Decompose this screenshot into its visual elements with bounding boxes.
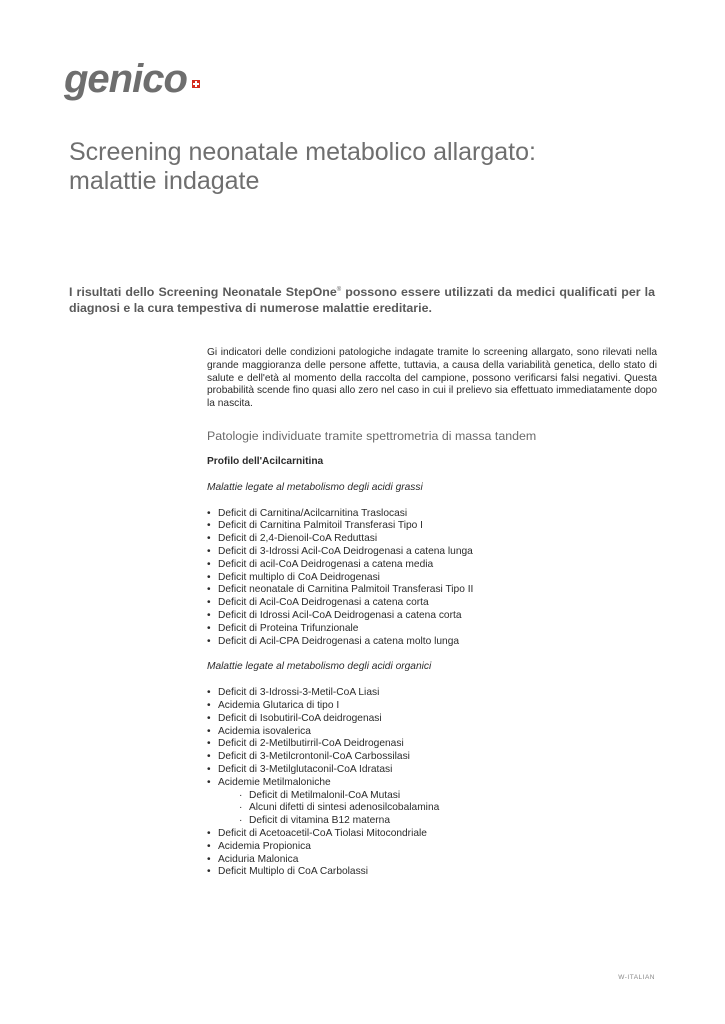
title-line-2: malattie indagate (69, 167, 260, 195)
sub-list-item: · Deficit di Metilmalonil-CoA Mutasi (218, 790, 657, 803)
list-item-label: Acidemie Metilmaloniche (218, 776, 331, 788)
fatty-acids-heading: Malattie legate al metabolismo degli acidi grassi (207, 481, 423, 493)
list-item: • Acidemia Propionica (207, 841, 657, 854)
list-item: • Deficit di 2-Metilbutirril-CoA Deidrogenasi (207, 738, 657, 751)
title-line-1: Screening neonatale metabolico allargato: (69, 138, 536, 166)
logo-wordmark: genico (64, 57, 187, 101)
fatty-acids-list (207, 508, 657, 649)
document-code: W-ITALIAN (618, 974, 655, 981)
list-item: • Deficit di Acil-CPA Deidrogenasi a catena molto lunga (207, 636, 657, 649)
list-item (207, 777, 657, 828)
organic-acids-list (207, 687, 657, 879)
list-item: • Deficit neonatale di Carnitina Palmitoil Transferasi Tipo II (207, 584, 657, 597)
list-item: • Acidemia isovalerica (207, 726, 657, 739)
list-item: • Deficit di 3-Idrossi Acil-CoA Deidrogenasi a catena lunga (207, 546, 657, 559)
list-item: • Acidemia Glutarica di tipo I (207, 700, 657, 713)
list-item: • Deficit di Carnitina Palmitoil Transferasi Tipo I (207, 520, 657, 533)
body-paragraph: Gi indicatori delle condizioni patologiche indagate tramite lo screening allargato, sono rilevati nella grande maggioranza delle persone affette, tuttavia, a causa della variabilità genetica, dello stato di salute e dell'età al momento della raccolta del campione, possono verificarsi falsi negativi. Questa probabilità scende fino quasi allo zero nel caso in cui il prelievo sia effettuato immediatamente dopo la nascita. (207, 347, 657, 410)
list-item: • Deficit di 2,4-Dienoil-CoA Reduttasi (207, 533, 657, 546)
registered-mark: ® (336, 287, 342, 293)
main-column (207, 347, 657, 892)
intro-text-end: possono essere utilizzati da medici qualificati per la diagnosi e la cura tempestiva di numerose malattie ereditarie. (69, 285, 655, 316)
sub-list-item: · Alcuni difetti di sintesi adenosilcobalamina (218, 802, 657, 815)
profile-heading: Profilo dell'Acilcarnitina (207, 455, 324, 467)
list-item: • Deficit di 3-Metilglutaconil-CoA Idratasi (207, 764, 657, 777)
swiss-flag-icon (192, 80, 200, 88)
organic-acids-heading: Malattie legate al metabolismo degli acidi organici (207, 661, 432, 673)
sub-list-item: · Deficit di vitamina B12 materna (218, 815, 657, 828)
list-item: • Deficit di Idrossi Acil-CoA Deidrogenasi a catena corta (207, 610, 657, 623)
intro-text-start: I risultati dello Screening Neonatale StepOne (69, 285, 337, 300)
page-title (69, 138, 669, 196)
section-heading: Patologie individuate tramite spettrometria di massa tandem (207, 428, 537, 443)
list-item: • Deficit di acil-CoA Deidrogenasi a catena media (207, 559, 657, 572)
sub-list (218, 790, 657, 828)
list-item: • Deficit di 3-Idrossi-3-Metil-CoA Liasi (207, 687, 657, 700)
list-item: • Deficit multiplo di CoA Deidrogenasi (207, 572, 657, 585)
list-item: • Deficit di Carnitina/Acilcarnitina Traslocasi (207, 508, 657, 521)
intro-paragraph (69, 282, 655, 316)
list-item: • Deficit di 3-Metilcrontonil-CoA Carbossilasi (207, 751, 657, 764)
list-item: • Deficit Multiplo di CoA Carbolassi (207, 866, 657, 879)
genico-logo (64, 56, 187, 102)
list-item: • Aciduria Malonica (207, 854, 657, 867)
list-item: • Deficit di Isobutiril-CoA deidrogenasi (207, 713, 657, 726)
list-item: • Deficit di Acetoacetil-CoA Tiolasi Mitocondriale (207, 828, 657, 841)
list-item: • Deficit di Proteina Trifunzionale (207, 623, 657, 636)
list-item: • Deficit di Acil-CoA Deidrogenasi a catena corta (207, 597, 657, 610)
